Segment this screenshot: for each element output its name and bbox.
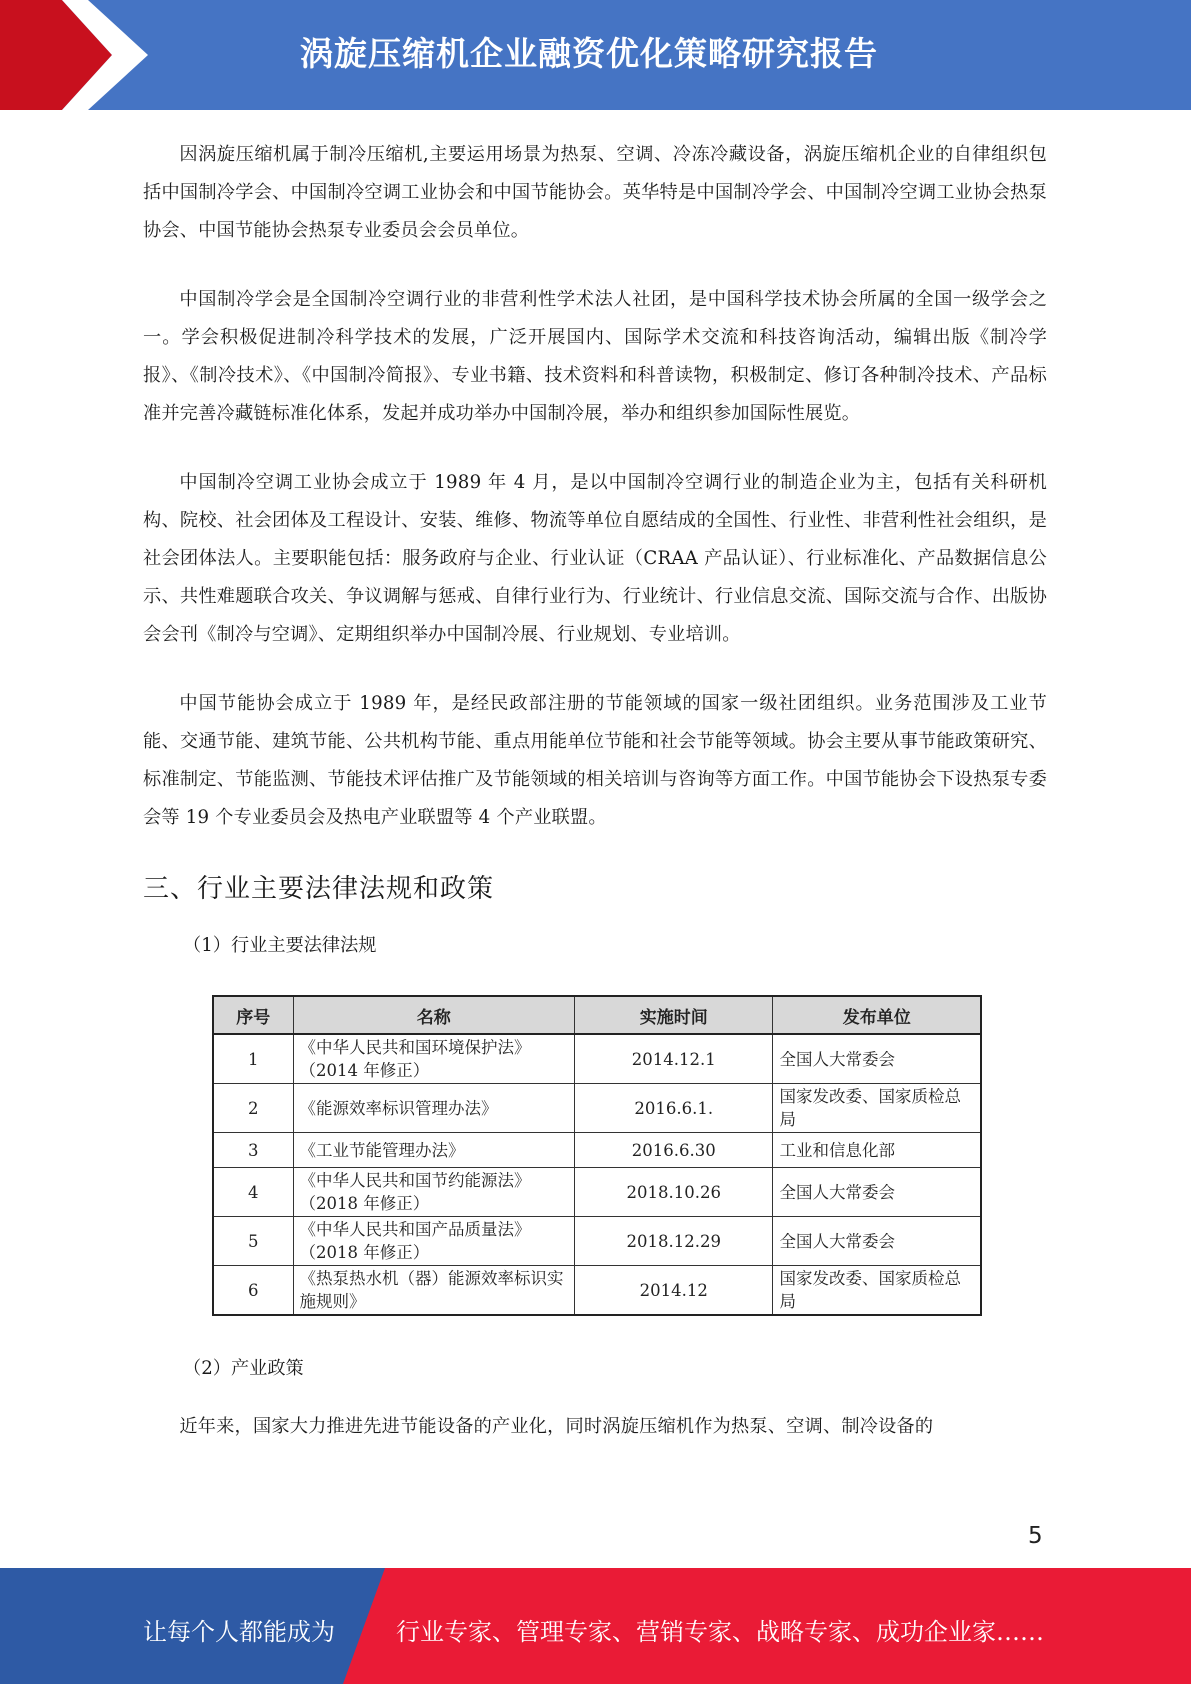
cell-seq: 3	[213, 1133, 293, 1168]
document-body	[143, 136, 1047, 1477]
header-seq: 序号	[213, 996, 293, 1034]
cell-issuer: 国家发改委、国家质检总局	[773, 1266, 981, 1316]
page-header	[0, 0, 1191, 110]
cell-name: 《工业节能管理办法》	[293, 1133, 575, 1168]
cell-date: 2014.12	[575, 1266, 773, 1316]
cell-issuer: 全国人大常委会	[773, 1217, 981, 1266]
cell-date: 2016.6.30	[575, 1133, 773, 1168]
header-issuer: 发布单位	[773, 996, 981, 1034]
report-title: 涡旋压缩机企业融资优化策略研究报告	[300, 34, 878, 73]
header-arrow-icon	[0, 0, 160, 110]
cell-issuer: 工业和信息化部	[773, 1133, 981, 1168]
section-heading: 三、行业主要法律法规和政策	[143, 874, 495, 904]
header-date: 实施时间	[575, 996, 773, 1034]
table-row	[213, 1034, 981, 1084]
paragraph-energy-conservation-association: 中国节能协会成立于 1989 年，是经民政部注册的节能领域的国家一级社团组织。业务范围涉及工业节能、交通节能、建筑节能、公共机构节能、重点用能单位节能和社会节能等领域。协会主要从事节能政策研究、标准制定、节能监测、节能技术评估推广及节能领域的相关培训与咨询等方面工作。中国节能协会下设热泵专委会等 19 个专业委员会及热电产业联盟等 4 个产业联盟。	[143, 693, 1047, 828]
sub-heading-policy: （2）产业政策	[183, 1358, 304, 1379]
header-name: 名称	[293, 996, 575, 1034]
cell-seq: 6	[213, 1266, 293, 1316]
page-number: 5	[1028, 1523, 1043, 1549]
cell-date: 2014.12.1	[575, 1034, 773, 1084]
cell-issuer: 全国人大常委会	[773, 1168, 981, 1217]
cell-date: 2018.12.29	[575, 1217, 773, 1266]
footer-slogan-right: 行业专家、管理专家、营销专家、战略专家、成功企业家……	[396, 1618, 1044, 1646]
cell-name: 《热泵热水机（器）能源效率标识实施规则》	[293, 1266, 575, 1316]
footer-slogan-left: 让每个人都能成为	[143, 1618, 335, 1646]
paragraph-industrial-policy: 近年来，国家大力推进先进节能设备的产业化，同时涡旋压缩机作为热泵、空调、制冷设备的	[179, 1416, 934, 1437]
table-row	[213, 1266, 981, 1316]
cell-name: 《中华人民共和国环境保护法》（2014 年修正）	[293, 1034, 575, 1084]
cell-seq: 1	[213, 1034, 293, 1084]
cell-date: 2016.6.1.	[575, 1084, 773, 1133]
table-row	[213, 1133, 981, 1168]
cell-seq: 4	[213, 1168, 293, 1217]
table-row	[213, 1168, 981, 1217]
cell-seq: 2	[213, 1084, 293, 1133]
laws-table	[212, 995, 982, 1316]
table-row	[213, 1217, 981, 1266]
table-row	[213, 1084, 981, 1133]
paragraph-refrigeration-association: 中国制冷空调工业协会成立于 1989 年 4 月，是以中国制冷空调行业的制造企业为主，包括有关科研机构、院校、社会团体及工程设计、安装、维修、物流等单位自愿结成的全国性、行业性、非营利性社会组织，是社会团体法人。主要职能包括：服务政府与企业、行业认证（CRAA 产品认证）、行业标准化、产品数据信息公示、共性难题联合攻关、争议调解与惩戒、自律行业行为、行业统计、行业信息交流、国际交流与合作、出版协会会刊《制冷与空调》、定期组织举办中国制冷展、行业规划、专业培训。	[143, 472, 1047, 645]
cell-name: 《中华人民共和国产品质量法》（2018 年修正）	[293, 1217, 575, 1266]
paragraph-self-regulatory-orgs: 因涡旋压缩机属于制冷压缩机,主要运用场景为热泵、空调、冷冻冷藏设备，涡旋压缩机企业的自律组织包括中国制冷学会、中国制冷空调工业协会和中国节能协会。英华特是中国制冷学会、中国制冷空调工业协会热泵协会、中国节能协会热泵专业委员会会员单位。	[143, 144, 1047, 241]
cell-name: 《中华人民共和国节约能源法》（2018 年修正）	[293, 1168, 575, 1217]
paragraph-refrigeration-society: 中国制冷学会是全国制冷空调行业的非营利性学术法人社团，是中国科学技术协会所属的全国一级学会之一。学会积极促进制冷科学技术的发展，广泛开展国内、国际学术交流和科技咨询活动，编辑出版《制冷学报》、《制冷技术》、《中国制冷简报》、专业书籍、技术资料和科普读物，积极制定、修订各种制冷技术、产品标准并完善冷藏链标准化体系，发起并成功举办中国制冷展，举办和组织参加国际性展览。	[143, 289, 1047, 424]
cell-issuer: 全国人大常委会	[773, 1034, 981, 1084]
table-header-row	[213, 996, 981, 1034]
cell-seq: 5	[213, 1217, 293, 1266]
sub-heading-laws: （1）行业主要法律法规	[183, 935, 377, 956]
page-footer	[0, 1568, 1191, 1684]
cell-name: 《能源效率标识管理办法》	[293, 1084, 575, 1133]
cell-date: 2018.10.26	[575, 1168, 773, 1217]
cell-issuer: 国家发改委、国家质检总局	[773, 1084, 981, 1133]
